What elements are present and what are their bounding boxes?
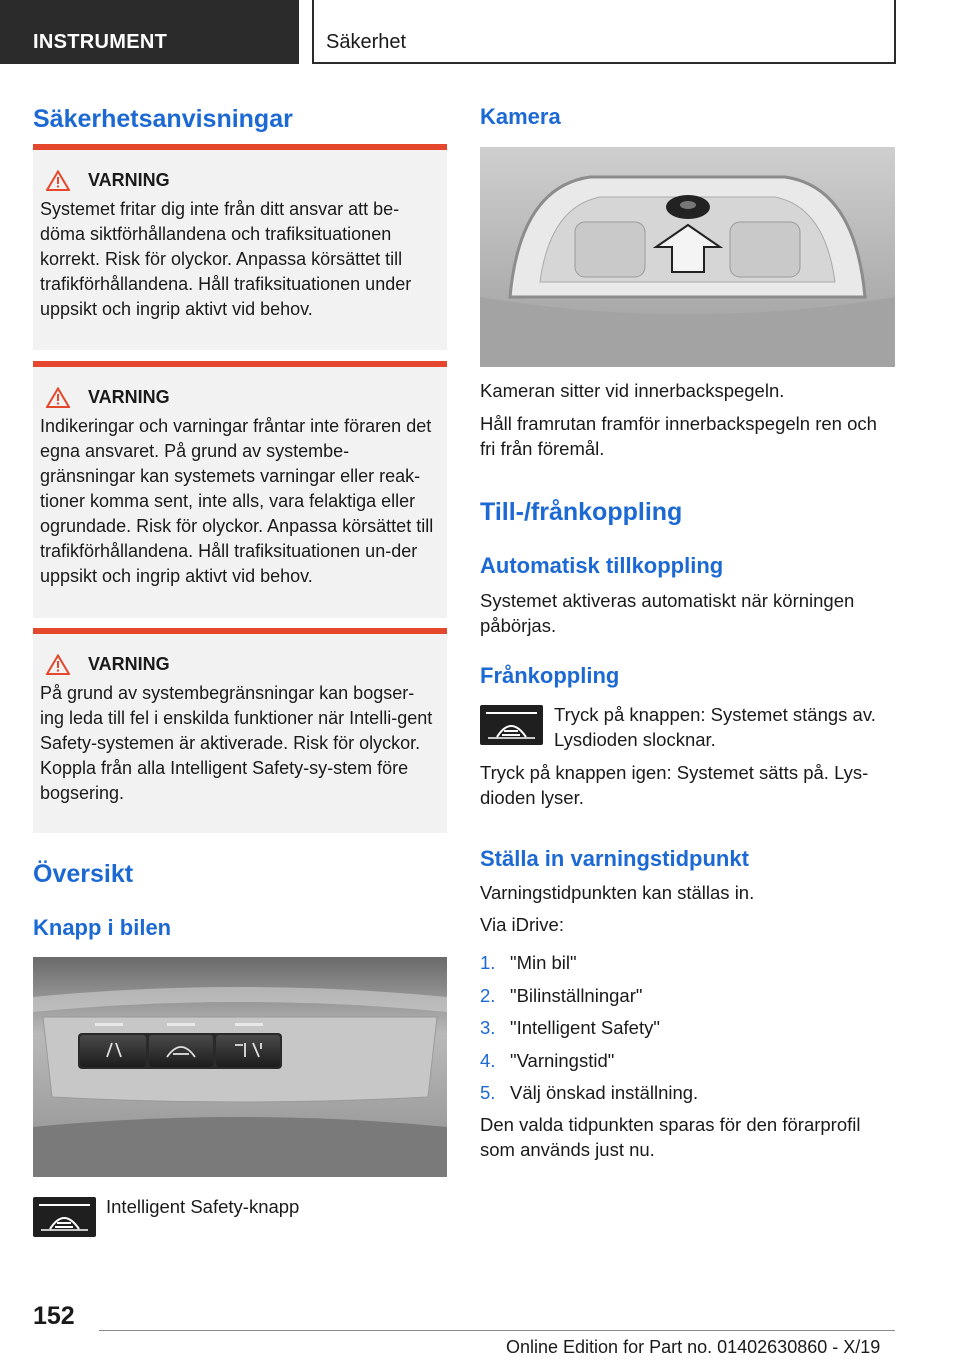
list-item: 5. Välj önskad inställning. <box>480 1082 699 1103</box>
off-title: Frånkoppling <box>480 663 620 688</box>
button-panel-photo <box>33 957 447 1177</box>
auto-title: Automatisk tillkoppling <box>480 553 724 578</box>
section-label: INSTRUMENT <box>33 31 168 53</box>
page-title: Säkerhetsanvisningar <box>33 105 293 133</box>
warning-text: Indikeringar och varningar fråntar inte föraren det egna ansvaret. På grund av systembe-gränsningar kan systemets varningar eller reak-tioner komma sent, inte alls, vara felaktiga eller ogrundade. Risk för olyckor. Anpassa körsättet till trafikförhållandena. Håll trafiksituationen un-der uppsikt och ingrip aktivt vid behov. <box>40 416 434 586</box>
page-number: 152 <box>33 1302 75 1330</box>
warning-text: På grund av systembegränsningar kan bogser-ing leda till fel i enskilda funktioner när Intelli-gent Safety-systemen är aktiverade. Risk för olyckor. Koppla från alla Intelligent Safety-sy-stem före bogsering. <box>40 683 433 803</box>
off-text: Tryck på knappen: Systemet stängs av. Lysdioden slocknar. <box>554 704 876 750</box>
section-tab <box>0 0 299 64</box>
warning-text: Systemet fritar dig inte från ditt ansvar att be-döma siktförhållandena och trafiksituationen korrekt. Risk för olyckor. Anpassa körsättet till trafikförhållandena. Håll trafiksituationen under uppsikt och ingrip aktivt vid behov. <box>40 199 412 319</box>
onoff-title: Till-/frånkoppling <box>480 498 683 526</box>
safety-button-icon <box>480 705 543 745</box>
list-item: 1. "Min bil" <box>480 952 577 973</box>
chapter-label: Säkerhet <box>326 31 407 53</box>
set-warning-text: Varningstidpunkten kan ställas in. <box>480 882 755 903</box>
warning-label: VARNING <box>88 654 170 674</box>
safety-button-icon <box>33 1197 96 1237</box>
warning-box-2 <box>33 361 447 618</box>
on-again-text: Tryck på knappen igen: Systemet sätts på. Lys-dioden lyser. <box>480 762 869 808</box>
button-caption: Intelligent Safety-knapp <box>106 1196 300 1217</box>
list-item: 4. "Varningstid" <box>480 1049 615 1071</box>
warning-triangle-icon <box>46 170 70 191</box>
auto-text: Systemet aktiveras automatiskt när körningen påbörjas. <box>480 590 855 636</box>
warning-label: VARNING <box>88 387 170 407</box>
warning-triangle-icon <box>46 654 70 675</box>
warning-label: VARNING <box>88 170 170 190</box>
chapter-tab <box>312 0 896 64</box>
list-item: 2. "Bilinställningar" <box>480 984 643 1006</box>
camera-clean-text: Håll framrutan framför innerbackspegeln ren och fri från föremål. <box>480 413 877 459</box>
list-item: 3. "Intelligent Safety" <box>480 1017 660 1038</box>
steps-list <box>480 950 900 1113</box>
warning-box-1 <box>33 144 447 350</box>
footer-divider <box>99 1330 895 1331</box>
camera-title: Kamera <box>480 104 561 129</box>
set-warning-title: Ställa in varningstidpunkt <box>480 846 749 871</box>
overview-title: Översikt <box>33 860 134 888</box>
warning-box-3 <box>33 628 447 833</box>
button-subtitle: Knapp i bilen <box>33 915 172 940</box>
camera-location-text: Kameran sitter vid innerbackspegeln. <box>480 380 785 401</box>
profile-text: Den valda tidpunkten sparas för den förarprofil som används just nu. <box>480 1114 861 1160</box>
via-idrive-text: Via iDrive: <box>480 914 564 935</box>
camera-photo <box>480 147 895 367</box>
warning-triangle-icon <box>46 387 70 408</box>
edition-text: Online Edition for Part no. 01402630860 - X/19 <box>506 1337 881 1357</box>
